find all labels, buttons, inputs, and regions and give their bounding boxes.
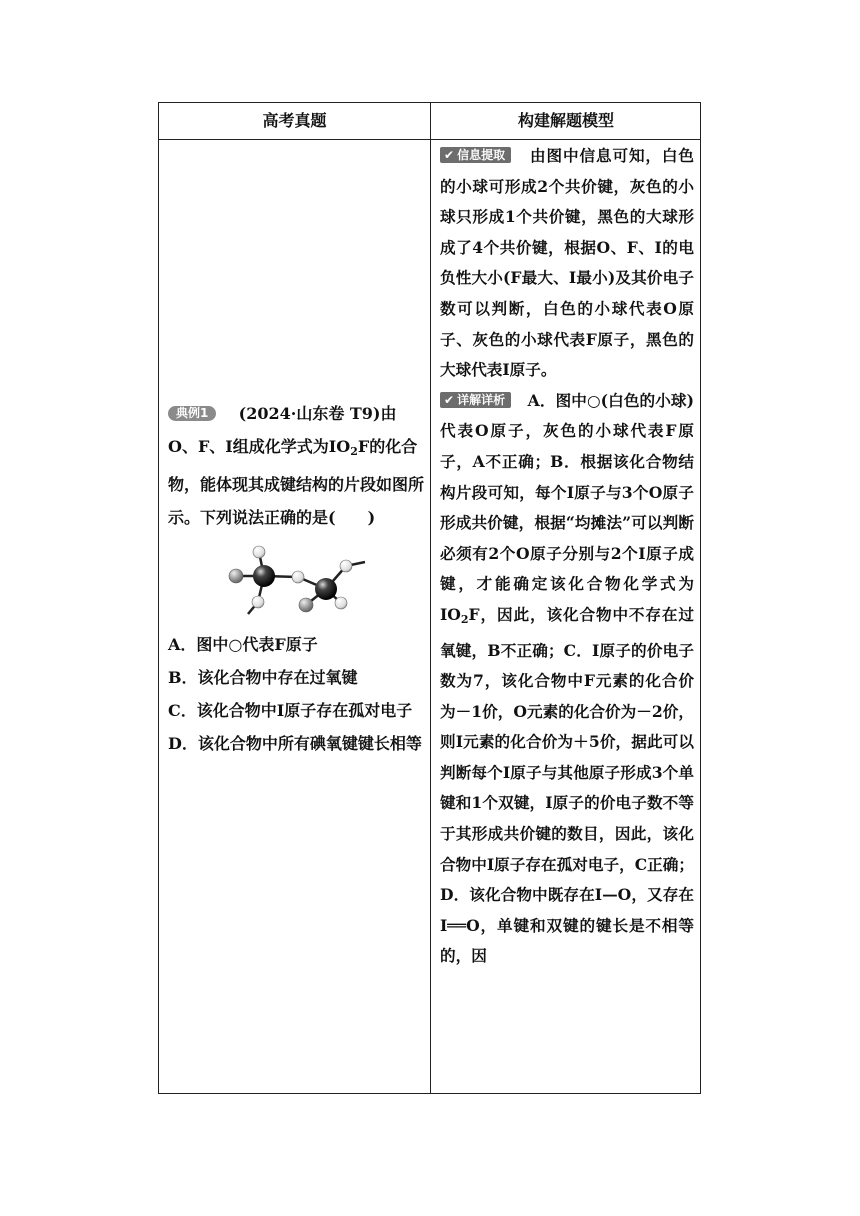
question-cell: [168, 397, 426, 760]
example-tag: 典例1: [168, 406, 216, 421]
check-icon: ✔: [444, 392, 455, 407]
info-extraction-paragraph: [440, 141, 694, 386]
column-divider: [430, 103, 431, 1093]
detail-analysis-paragraph: ✔ 详解详析 A．图中○(白色的小球)代表O原子，灰色的小球代表F原子，A不正确；B．根据该化合物结构片段可知，每个I原子与3个O原子形成共价键，根据“均摊法”可以判断必须有2个O原子分别与2个I原子成键，才能确定该化合物化学式为$IO_2F$，因此，该化合物中不存在过氧键，B不正确；C．I原子的价电子数为7，该化合物中F元素的化合价为－1价，O元素的化合价为－2价，则I元素的化合价为＋5价，据此可以判断每个I原子与其他原子形成3个单键和1个双键，I原子的价电子数不等于其形成共价键的数目，因此，该化合物中I原子存在孤对电子，C正确；D．该化合物中既存在I—O，又存在I══O，单键和双键的键长是不相等的，因: [440, 390, 694, 966]
check-icon: ✔: [444, 148, 455, 162]
detail-analysis-tag: ✔ 详解详析: [440, 392, 511, 408]
question-stem: 典例1 (2024·山东卷 T9)由O、F、I组成化学式为$IO_2F$的化合物，能体现其成键结构的片段如图所示。下列说法正确的是( ): [168, 404, 425, 527]
question-source: (2024·山东卷 T9): [238, 404, 381, 423]
option-d[interactable]: D．该化合物中所有碘氧键键长相等: [168, 734, 422, 753]
molecule-structure-figure: [222, 540, 372, 620]
info-extraction-text: 由图中信息可知，白色的小球可形成2个共价键，灰色的小球只形成1个共价键，黑色的大球形成了4个共价键，根据O、F、I的电负性大小(F最大、I最小)及其价电子数可以判断，白色的小球代表O原子、灰色的小球代表F原子，黑色的大球代表I原子。: [440, 146, 694, 380]
model-cell: [440, 141, 694, 972]
option-a[interactable]: A．图中○代表F原子: [168, 635, 318, 654]
solution-table: [158, 102, 701, 1094]
header-col-exam: 高考真题: [262, 111, 327, 130]
option-b[interactable]: B．该化合物中存在过氧键: [168, 668, 358, 687]
detail-analysis-text: A．图中○(白色的小球)代表O原子，灰色的小球代表F原子，A不正确；B．根据该化合物结构片段可知，每个I原子与3个O原子形成共价键，根据“均摊法”可以判断必须有2个O原子分别与2个I原子成键，才能确定该化合物化学式为IO: [440, 390, 694, 624]
option-c[interactable]: C．该化合物中I原子存在孤对电子: [168, 701, 413, 720]
info-extraction-tag: ✔ 信息提取: [440, 147, 511, 163]
header-col-model: 构建解题模型: [517, 111, 614, 130]
